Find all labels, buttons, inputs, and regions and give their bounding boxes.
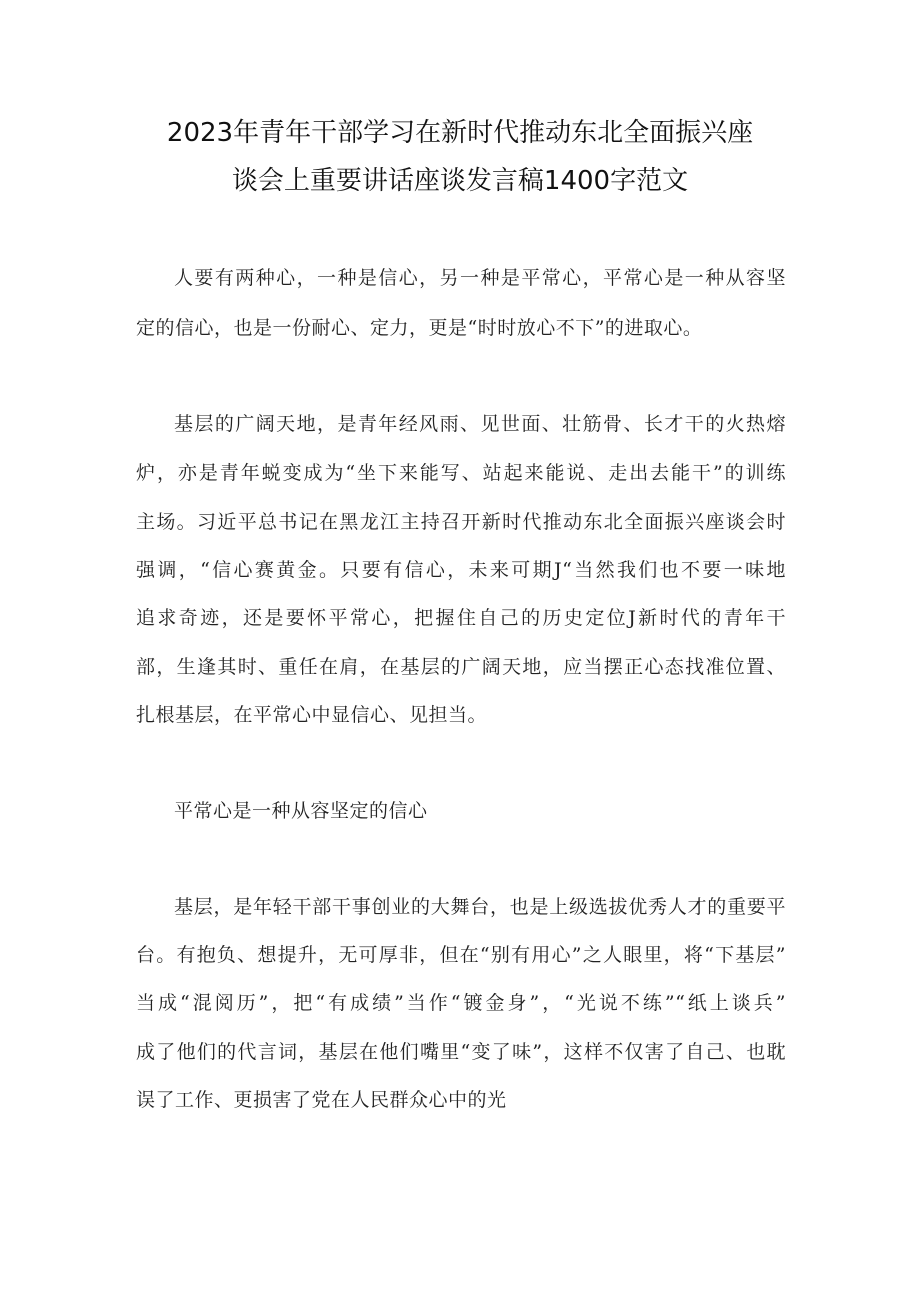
paragraph-3-line: 当成“混阅历”，把“有成绩”当作“镀金身”，“光说不练”“纸上谈兵” [136,992,786,1014]
paragraph-3-line: 误了工作、更损害了党在人民群众心中的光 [136,1089,507,1111]
document-title-line-1: 2023年青年干部学习在新时代推动东北全面振兴座 [166,118,754,148]
document-title-line-2: 谈会上重要讲话座谈发言稿1400字范文 [231,166,689,196]
paragraph-3-line: 台。有抱负、想提升，无可厚非，但在“别有用心”之人眼里，将“下基层” [136,944,786,966]
paragraph-1-line: 定的信心，也是一份耐心、定力，更是“时时放心不下”的进取心。 [136,317,703,339]
section-heading: 平常心是一种从容坚定的信心 [174,800,428,822]
paragraph-3-line: 基层，是年轻干部干事创业的大舞台，也是上级选拔优秀人才的重要平 [174,896,786,918]
paragraph-2-line: 追求奇迹，还是要怀平常心，把握住自己的历史定位J新时代的青年干 [136,607,786,629]
paragraph-2-line: 强调，“信心赛黄金。只要有信心，未来可期J“当然我们也不要一味地 [136,559,786,581]
paragraph-2-line: 基层的广阔天地，是青年经风雨、见世面、壮筋骨、长才干的火热熔 [174,413,786,435]
paragraph-1-line: 人要有两种心，一种是信心，另一种是平常心，平常心是一种从容坚 [174,267,786,289]
paragraph-2-line: 炉，亦是青年蜕变成为“坐下来能写、站起来能说、走出去能干”的训练 [136,462,786,484]
paragraph-3-line: 成了他们的代言词，基层在他们嘴里“变了味”，这样不仅害了自己、也耽 [136,1041,786,1063]
paragraph-2-line: 主场。习近平总书记在黑龙江主持召开新时代推动东北全面振兴座谈会时 [136,511,786,533]
paragraph-2-line: 部，生逢其时、重任在肩，在基层的广阔天地，应当摆正心态找准位置、 [136,656,786,678]
paragraph-2-line: 扎根基层，在平常心中显信心、见担当。 [136,704,488,726]
